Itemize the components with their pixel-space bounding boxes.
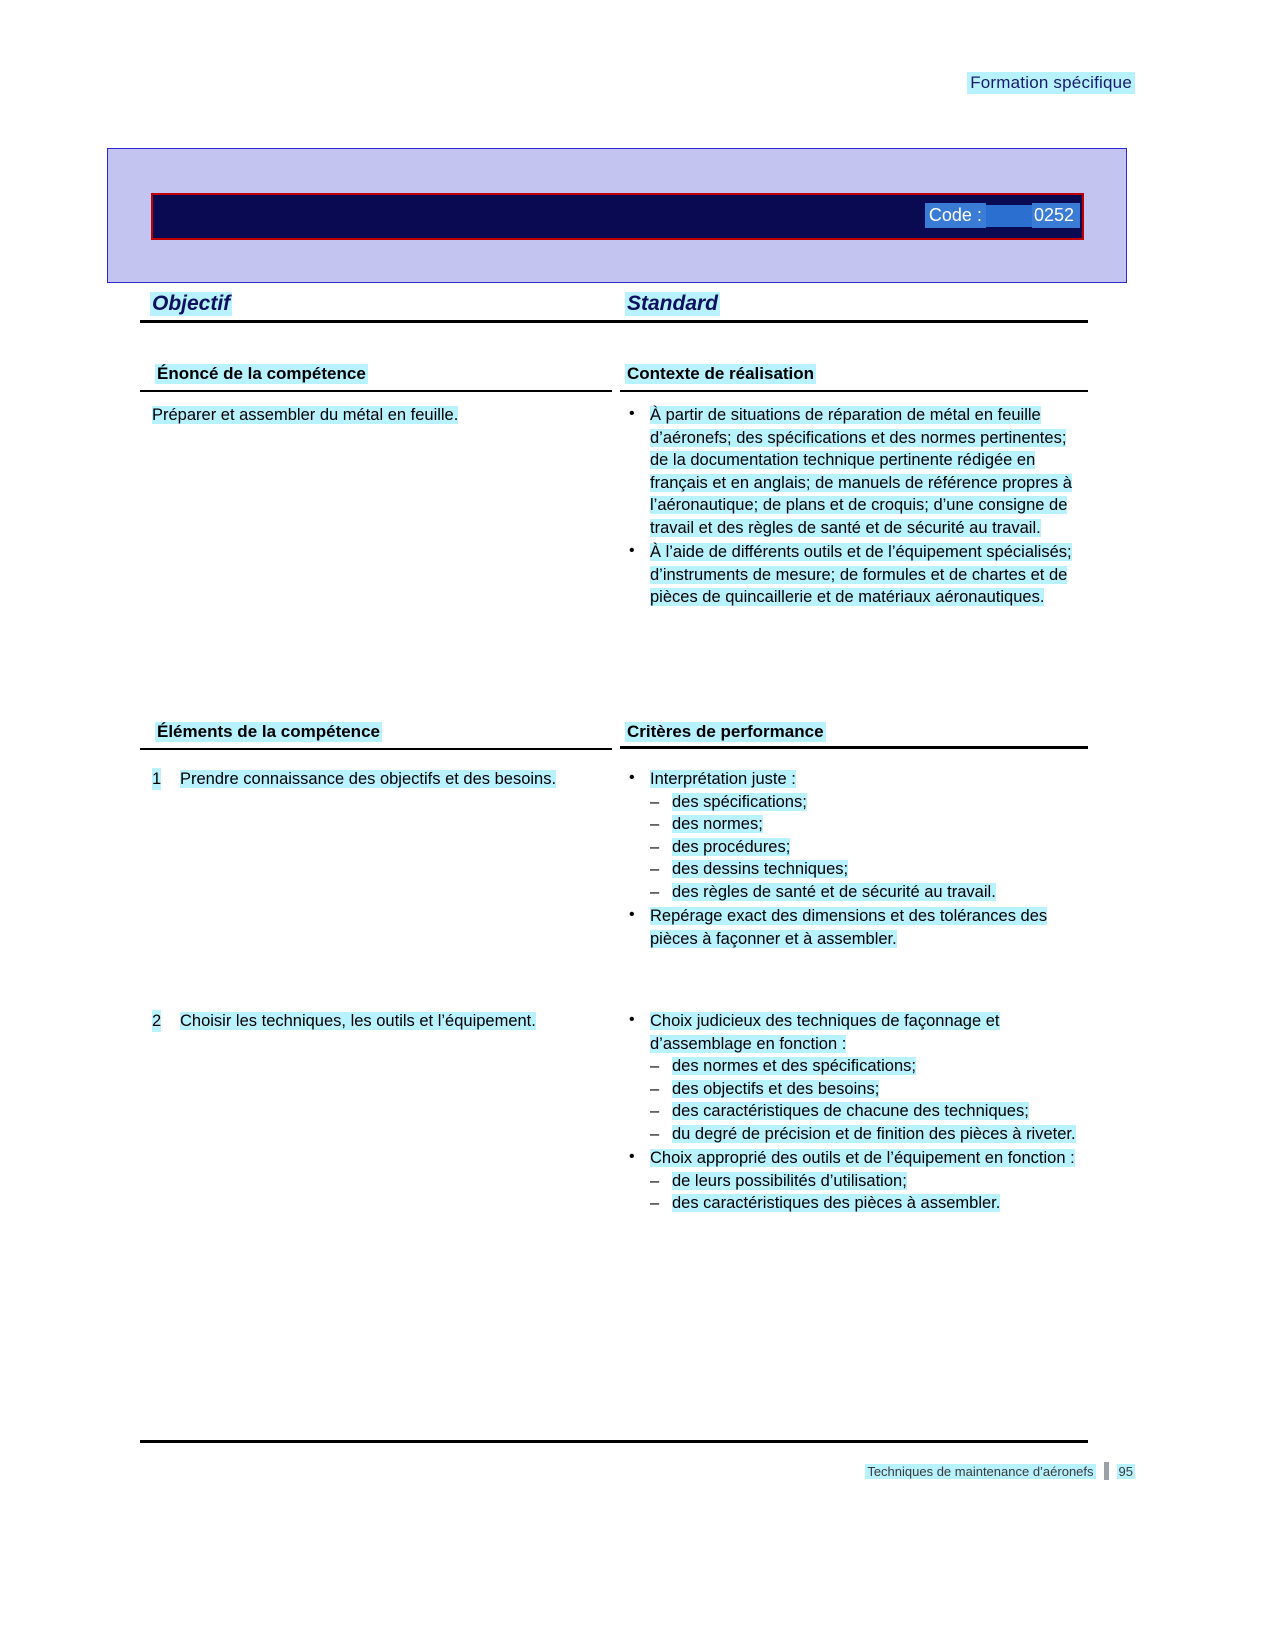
column-title-standard: Standard: [627, 292, 719, 315]
critere-lead: Interprétation juste :: [650, 770, 796, 788]
list-item: [650, 1100, 1085, 1123]
critere-lead: Choix judicieux des techniques de façonnage et d’assemblage en fonction :: [650, 1012, 1000, 1053]
list-item: [650, 813, 1085, 836]
critere-sublist: [650, 1170, 1085, 1215]
heading-contexte: Contexte de réalisation: [627, 364, 815, 383]
footer-document-title: Techniques de maintenance d’aéronefs: [867, 1463, 1094, 1479]
critere-sub-text: de leurs possibilités d’utilisation;: [672, 1171, 907, 1190]
list-item: [650, 858, 1085, 881]
code-value: 0252: [1032, 203, 1080, 228]
contexte-block: [625, 404, 1085, 611]
element-text: Prendre connaissance des objectifs et des besoins.: [180, 770, 557, 788]
contexte-bullet-text: À l’aide de différents outils et de l’équipement spécialisés; d’instruments de mesure; de formules et de chartes et de pièces de quincaillerie et de matériaux aéronautiques.: [650, 543, 1072, 606]
critere-sublist: [650, 1055, 1085, 1145]
footer-page-number: 95: [1118, 1463, 1133, 1479]
divider-objectif-standard: [140, 320, 1088, 323]
list-item: [650, 881, 1085, 904]
heading-elements: Éléments de la compétence: [157, 722, 380, 741]
list-item: [650, 1192, 1085, 1215]
critere-sub-text: des objectifs et des besoins;: [672, 1079, 880, 1098]
list-item: [625, 1147, 1085, 1215]
footer-divider: [140, 1440, 1088, 1443]
enonce-text: Préparer et assembler du métal en feuille.: [152, 406, 459, 424]
critere-sub-text: des règles de santé et de sécurité au travail.: [672, 882, 996, 901]
heading-criteres: Critères de performance: [627, 722, 824, 741]
element-number: 1: [152, 770, 162, 788]
list-item: [650, 1055, 1085, 1078]
divider-criteres: [620, 746, 1088, 749]
code-field: [925, 203, 1080, 228]
list-item: [650, 791, 1085, 814]
heading-enonce: Énoncé de la compétence: [157, 364, 366, 383]
criteres-list-2: [625, 1010, 1085, 1215]
critere-sub-text: du degré de précision et de finition des pièces à riveter.: [672, 1124, 1076, 1143]
contexte-list: [625, 404, 1085, 609]
criteres-list-1: [625, 768, 1085, 950]
list-item: [650, 1078, 1085, 1101]
column-title-objectif: Objectif: [152, 292, 231, 315]
critere-sub-text: des caractéristiques des pièces à assembler.: [672, 1194, 1001, 1212]
list-item: [650, 836, 1085, 859]
element-block-2: [152, 1010, 622, 1032]
header-section-label: Formation spécifique: [967, 72, 1135, 94]
contexte-bullet-text: À partir de situations de réparation de métal en feuille d’aéronefs; des spécifications et des normes pertinentes; de la documentation technique pertinente rédigée en français et en anglais; de manuels de référence propres à l’aéronautique; de plans et de croquis; d’une consigne de travail et des règles de santé et de sécurité au travail.: [650, 406, 1072, 537]
critere-sub-text: des dessins techniques;: [672, 860, 849, 878]
element-text: Choisir les techniques, les outils et l’équipement.: [180, 1012, 536, 1030]
list-item: [625, 404, 1085, 539]
enonce-block: [152, 404, 622, 426]
list-item: [650, 1123, 1085, 1146]
code-gap: [986, 205, 1032, 227]
element-item: [152, 768, 622, 790]
list-item: [625, 1010, 1085, 1145]
footer-separator: [1104, 1462, 1109, 1480]
divider-elements: [140, 748, 612, 750]
element-item: [152, 1010, 622, 1032]
divider-enonce: [140, 390, 612, 392]
element-block-1: [152, 768, 622, 790]
footer: [865, 1462, 1135, 1480]
critere-sub-text: des spécifications;: [672, 792, 807, 811]
critere-lead: Choix approprié des outils et de l’équipement en fonction :: [650, 1149, 1075, 1167]
criteres-block-2: [625, 1010, 1085, 1217]
critere-sub-text: des procédures;: [672, 837, 791, 856]
code-label: Code :: [925, 203, 986, 228]
list-item: [625, 905, 1085, 950]
list-item: [650, 1170, 1085, 1193]
divider-contexte: [620, 390, 1088, 392]
list-item: [625, 541, 1085, 609]
list-item: [625, 768, 1085, 903]
critere-sub-text: des normes et des spécifications;: [672, 1057, 916, 1075]
criteres-block-1: [625, 768, 1085, 952]
critere-sublist: [650, 791, 1085, 904]
element-number: 2: [152, 1012, 162, 1030]
critere-sub-text: des caractéristiques de chacune des techniques;: [672, 1102, 1029, 1120]
critere-lead: Repérage exact des dimensions et des tolérances des pièces à façonner et à assembler.: [650, 907, 1048, 948]
code-banner: [107, 148, 1127, 283]
code-banner-inner: [151, 193, 1084, 240]
critere-sub-text: des normes;: [672, 815, 763, 833]
